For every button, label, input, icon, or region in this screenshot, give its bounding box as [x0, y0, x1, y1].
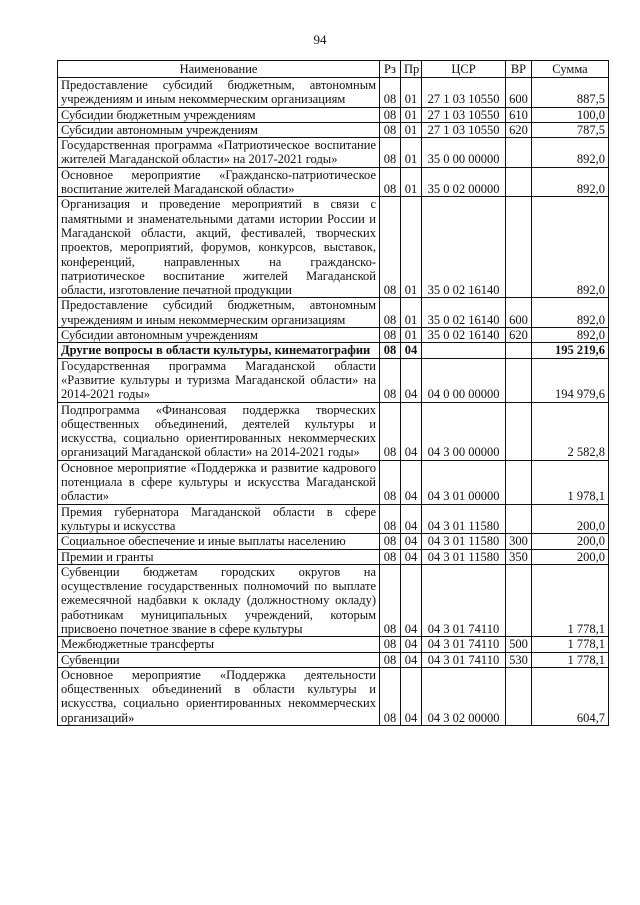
row-name: Государственная программа «Патриотическое воспитание жителей Магаданской области» на 2017-2021 годы» [58, 138, 380, 168]
row-sum: 200,0 [532, 549, 609, 564]
row-sum: 892,0 [532, 197, 609, 298]
row-sum: 787,5 [532, 122, 609, 137]
header-csr: ЦСР [422, 61, 506, 78]
row-name: Субвенции [58, 652, 380, 667]
row-name: Социальное обеспечение и иные выплаты населению [58, 534, 380, 549]
table-row [58, 667, 609, 725]
table-row [58, 460, 609, 504]
row-csr: 04 3 01 11580 [422, 549, 506, 564]
row-vr: 620 [506, 122, 532, 137]
row-csr: 27 1 03 10550 [422, 122, 506, 137]
row-name: Основное мероприятие «Гражданско-патриотическое воспитание жителей Магаданской области» [58, 167, 380, 197]
row-csr: 04 3 01 74110 [422, 564, 506, 636]
row-vr [506, 167, 532, 197]
row-csr: 04 3 01 00000 [422, 460, 506, 504]
table-row [58, 534, 609, 549]
row-csr: 35 0 00 00000 [422, 138, 506, 168]
row-rz: 08 [380, 667, 401, 725]
table-row [58, 637, 609, 652]
row-csr: 04 3 01 74110 [422, 637, 506, 652]
row-name: Субсидии бюджетным учреждениям [58, 107, 380, 122]
row-vr [506, 460, 532, 504]
row-rz: 08 [380, 138, 401, 168]
row-rz: 08 [380, 107, 401, 122]
row-rz: 08 [380, 78, 401, 108]
row-name: Межбюджетные трансферты [58, 637, 380, 652]
row-name: Премии и гранты [58, 549, 380, 564]
row-csr: 35 0 02 16140 [422, 328, 506, 343]
row-name: Премия губернатора Магаданской области в сфере культуры и искусства [58, 504, 380, 534]
row-pr: 04 [401, 652, 422, 667]
table-row [58, 298, 609, 328]
page-number: 94 [313, 32, 327, 47]
row-csr [422, 343, 506, 358]
row-rz: 08 [380, 328, 401, 343]
row-rz: 08 [380, 358, 401, 402]
row-vr [506, 138, 532, 168]
row-pr: 04 [401, 358, 422, 402]
row-name: Основное мероприятие «Поддержка деятельности общественных объединений в области культуры и искусства, социально ориентированных некоммерческих организаций» [58, 667, 380, 725]
row-vr: 500 [506, 637, 532, 652]
row-name: Организация и проведение мероприятий в связи с памятными и знаменательными датами истории России и Магаданской области, акций, фестивалей, творческих проектов, мероприятий, форумов, конкурсов, выставок, конференций, направленных на гражданско-патриотическое воспитание жителей Магаданской области, изготовление печатной продукции [58, 197, 380, 298]
row-rz: 08 [380, 564, 401, 636]
row-sum: 2 582,8 [532, 402, 609, 460]
row-pr: 01 [401, 107, 422, 122]
row-pr: 04 [401, 549, 422, 564]
row-sum: 892,0 [532, 167, 609, 197]
row-pr: 01 [401, 298, 422, 328]
row-sum: 892,0 [532, 328, 609, 343]
row-sum: 200,0 [532, 534, 609, 549]
row-rz: 08 [380, 652, 401, 667]
table-row [58, 197, 609, 298]
table-row [58, 652, 609, 667]
row-vr: 610 [506, 107, 532, 122]
row-vr [506, 358, 532, 402]
row-vr [506, 343, 532, 358]
table-row [58, 343, 609, 358]
table-row [58, 167, 609, 197]
row-vr [506, 197, 532, 298]
row-csr: 04 3 00 00000 [422, 402, 506, 460]
row-csr: 04 3 01 11580 [422, 504, 506, 534]
row-sum: 1 978,1 [532, 460, 609, 504]
row-sum: 1 778,1 [532, 637, 609, 652]
table-row [58, 328, 609, 343]
row-pr: 04 [401, 343, 422, 358]
row-pr: 01 [401, 78, 422, 108]
row-pr: 04 [401, 460, 422, 504]
row-vr [506, 504, 532, 534]
row-rz: 08 [380, 298, 401, 328]
row-rz: 08 [380, 460, 401, 504]
row-csr: 04 0 00 00000 [422, 358, 506, 402]
row-vr: 600 [506, 298, 532, 328]
row-pr: 04 [401, 564, 422, 636]
row-pr: 04 [401, 402, 422, 460]
row-csr: 27 1 03 10550 [422, 107, 506, 122]
row-vr [506, 564, 532, 636]
row-sum: 1 778,1 [532, 564, 609, 636]
header-rz: Рз [380, 61, 401, 78]
row-rz: 08 [380, 534, 401, 549]
row-pr: 04 [401, 667, 422, 725]
row-rz: 08 [380, 122, 401, 137]
row-csr: 35 0 02 00000 [422, 167, 506, 197]
table-row [58, 402, 609, 460]
row-name: Основное мероприятие «Поддержка и развитие кадрового потенциала в сфере культуры и искусства Магаданской области» [58, 460, 380, 504]
row-vr: 530 [506, 652, 532, 667]
row-pr: 01 [401, 197, 422, 298]
row-pr: 01 [401, 167, 422, 197]
row-sum: 892,0 [532, 298, 609, 328]
row-name: Государственная программа Магаданской области «Развитие культуры и туризма Магаданской области» на 2014-2021 годы» [58, 358, 380, 402]
row-rz: 08 [380, 549, 401, 564]
row-sum: 100,0 [532, 107, 609, 122]
row-csr: 27 1 03 10550 [422, 78, 506, 108]
row-sum: 604,7 [532, 667, 609, 725]
table-header-row [58, 61, 609, 78]
row-csr: 04 3 01 11580 [422, 534, 506, 549]
table-row [58, 564, 609, 636]
table-row [58, 138, 609, 168]
row-sum: 887,5 [532, 78, 609, 108]
budget-table [57, 60, 609, 726]
row-csr: 04 3 02 00000 [422, 667, 506, 725]
row-rz: 08 [380, 197, 401, 298]
table-row [58, 358, 609, 402]
row-vr: 600 [506, 78, 532, 108]
row-csr: 35 0 02 16140 [422, 298, 506, 328]
row-csr: 35 0 02 16140 [422, 197, 506, 298]
row-rz: 08 [380, 637, 401, 652]
row-pr: 04 [401, 534, 422, 549]
row-csr: 04 3 01 74110 [422, 652, 506, 667]
row-sum: 1 778,1 [532, 652, 609, 667]
row-vr: 300 [506, 534, 532, 549]
row-name: Предоставление субсидий бюджетным, автономным учреждениям и иным некоммерческим организациям [58, 78, 380, 108]
row-name: Другие вопросы в области культуры, кинематографии [58, 343, 380, 358]
row-rz: 08 [380, 504, 401, 534]
header-sum: Сумма [532, 61, 609, 78]
row-pr: 01 [401, 328, 422, 343]
row-sum: 200,0 [532, 504, 609, 534]
row-sum: 194 979,6 [532, 358, 609, 402]
row-rz: 08 [380, 343, 401, 358]
row-pr: 04 [401, 504, 422, 534]
table-row [58, 549, 609, 564]
row-rz: 08 [380, 167, 401, 197]
row-name: Субсидии автономным учреждениям [58, 328, 380, 343]
row-vr [506, 402, 532, 460]
row-vr [506, 667, 532, 725]
row-pr: 01 [401, 122, 422, 137]
row-sum: 195 219,6 [532, 343, 609, 358]
table-row [58, 504, 609, 534]
row-vr: 620 [506, 328, 532, 343]
row-vr: 350 [506, 549, 532, 564]
row-sum: 892,0 [532, 138, 609, 168]
row-rz: 08 [380, 402, 401, 460]
row-name: Предоставление субсидий бюджетным, автономным учреждениям и иным некоммерческим организациям [58, 298, 380, 328]
row-pr: 04 [401, 637, 422, 652]
header-name: Наименование [58, 61, 380, 78]
row-name: Субсидии автономным учреждениям [58, 122, 380, 137]
row-pr: 01 [401, 138, 422, 168]
row-name: Субвенции бюджетам городских округов на осуществление государственных полномочий по выплате ежемесячной надбавки к окладу (должностному окладу) работникам муниципальных учреждений, которым присвоено почетное звание в сфере культуры [58, 564, 380, 636]
header-vr: ВР [506, 61, 532, 78]
row-name: Подпрограмма «Финансовая поддержка творческих общественных объединений, деятелей культуры и искусства, социально ориентированных некоммерческих организаций Магаданской области» на 2014-2021 годы» [58, 402, 380, 460]
header-pr: Пр [401, 61, 422, 78]
table-row [58, 78, 609, 108]
table-row [58, 122, 609, 137]
table-row [58, 107, 609, 122]
